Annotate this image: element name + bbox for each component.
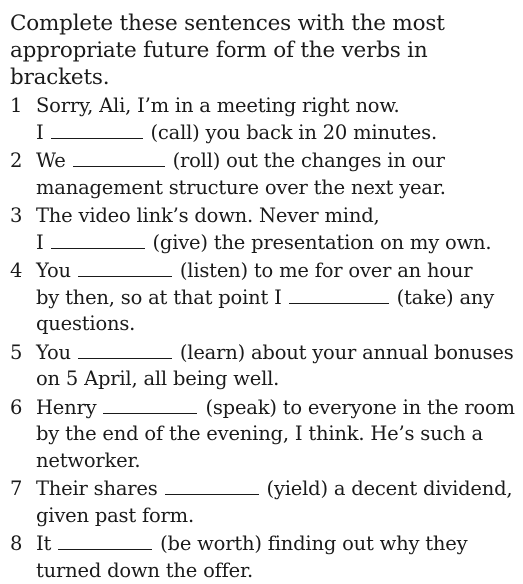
exercise-item-3 (10, 203, 515, 256)
answer-blank[interactable] (51, 121, 143, 139)
item-text: (listen) to me for over an hour (179, 259, 473, 282)
answer-blank[interactable] (165, 477, 259, 495)
item-text: I (36, 120, 44, 144)
item-text: I (36, 230, 44, 254)
exercise-item-1 (10, 93, 515, 146)
answer-blank[interactable] (78, 259, 172, 277)
item-number: 3 (10, 204, 23, 227)
exercise-item-7 (10, 476, 515, 529)
item-text: (call) you back in 20 minutes. (150, 120, 437, 144)
answer-blank[interactable] (73, 149, 165, 167)
item-text: on 5 April, all being well. (36, 367, 280, 390)
exercise-item-5 (10, 340, 515, 393)
exercise-item-4 (10, 258, 515, 338)
item-number: 4 (10, 259, 23, 282)
item-text: (learn) about your annual bonuses (179, 340, 514, 364)
answer-blank[interactable] (78, 341, 172, 359)
item-text: (yield) a decent dividend, given past form. (36, 477, 513, 527)
item-number: 2 (10, 149, 23, 172)
item-text: The video link’s down. Never mind, (36, 204, 380, 227)
item-text: (be worth) finding out why they turned down the offer. (36, 532, 468, 582)
item-text: It (36, 532, 52, 555)
exercise-item-8 (10, 531, 515, 584)
exercise-page (10, 10, 515, 584)
item-text: You (36, 340, 71, 364)
item-number: 5 (10, 340, 23, 364)
item-number: 7 (10, 477, 23, 500)
item-text: Their shares (36, 477, 158, 500)
item-text: (give) the presentation on my own. (152, 230, 492, 254)
item-text: (take) any (396, 285, 495, 309)
item-text: questions. (36, 312, 136, 335)
item-number: 1 (10, 94, 23, 117)
answer-blank[interactable] (103, 396, 197, 414)
answer-blank[interactable] (58, 532, 152, 550)
item-text: (roll) out the changes in our management structure over the next year. (36, 149, 446, 199)
item-text: You (36, 259, 71, 282)
exercise-item-2 (10, 148, 515, 201)
item-number: 6 (10, 395, 23, 419)
item-text: (speak) to everyone in the room by the end of the evening, I think. He’s such a networker. (36, 395, 515, 472)
item-text: by then, so at that point I (36, 285, 282, 309)
answer-blank[interactable] (289, 286, 389, 304)
item-text: Sorry, Ali, I’m in a meeting right now. (36, 94, 400, 117)
instructions-heading: Complete these sentences with the most appropriate future form of the verbs in brackets. (10, 11, 445, 90)
item-number: 8 (10, 532, 23, 555)
item-text: We (36, 149, 66, 172)
exercise-item-6 (10, 395, 515, 475)
answer-blank[interactable] (51, 231, 145, 249)
item-text: Henry (36, 395, 97, 419)
